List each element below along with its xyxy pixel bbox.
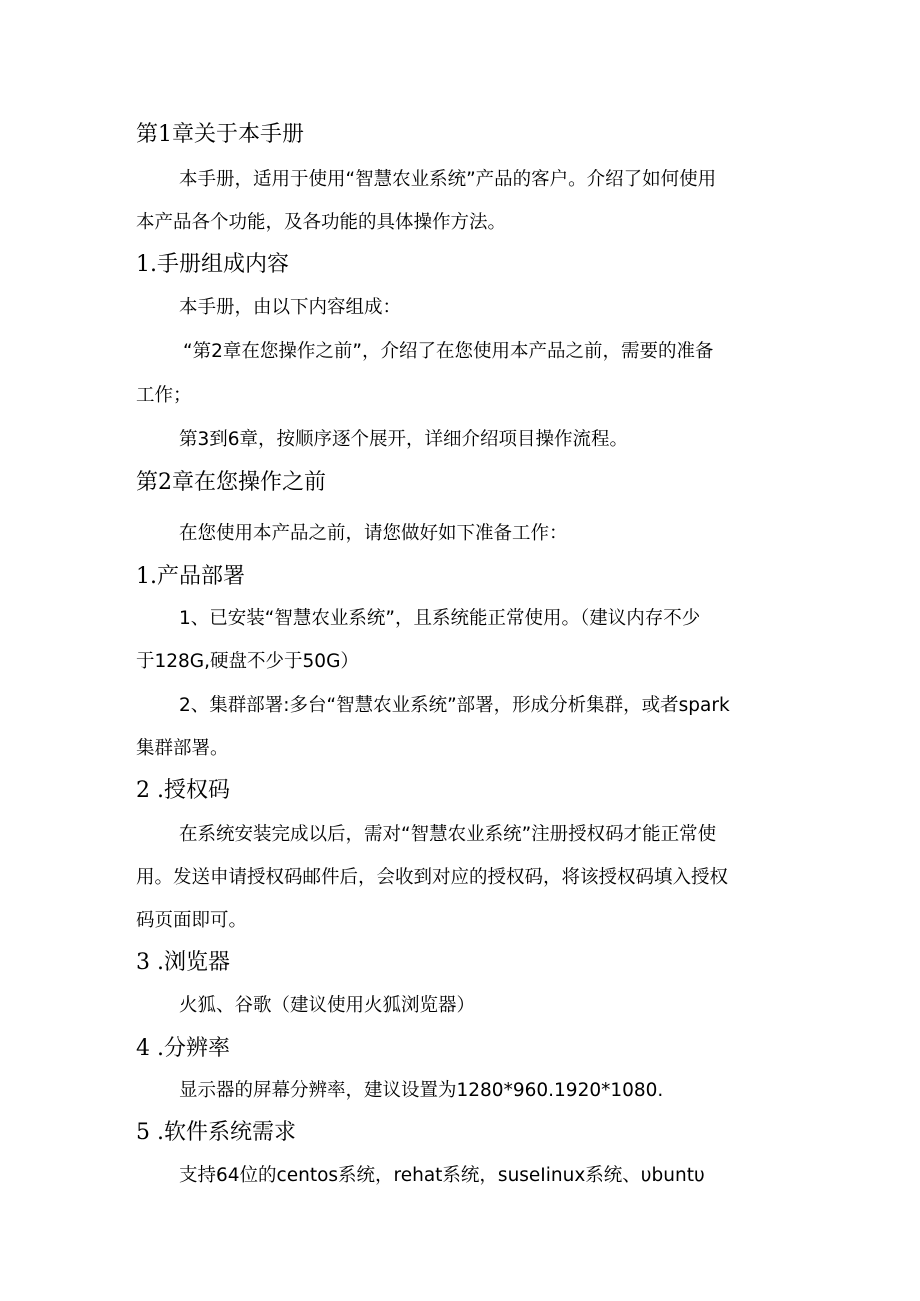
section-license-line1: 在系统安装完成以后，需对“智慧农业系统”注册授权码才能正常使 bbox=[179, 824, 717, 845]
chapter2-title: 第2章在您操作之前 bbox=[136, 470, 326, 495]
chapter2-intro: 在您使用本产品之前，请您做好如下准备工作： bbox=[179, 523, 568, 544]
section-software-line1: 支持64位的centos系统，rehat系统，suseIinux系统、υbuntυ bbox=[179, 1165, 705, 1186]
section-deployment-item2-line1: 2、集群部署:多台“智慧农业系统”部署，形成分析集群，或者spark bbox=[179, 695, 730, 716]
section-license-heading: 2 .授权码 bbox=[136, 778, 230, 803]
chapter1-title: 第1章关于本手册 bbox=[136, 122, 304, 147]
section-license-line2: 用。发送申请授权码邮件后，会收到对应的授权码，将该授权码填入授权 bbox=[136, 867, 729, 888]
section-browser-line1: 火狐、谷歌（建议使用火狐浏览器） bbox=[179, 995, 476, 1016]
section-manual-contents-line4: 第3到6章，按顺序逐个展开，详细介绍项目操作流程。 bbox=[179, 429, 629, 450]
section-browser-heading: 3 .浏览器 bbox=[136, 950, 230, 975]
section-manual-contents-line2: “第2章在您操作之前”，介绍了在您使用本产品之前，需要的准备 bbox=[183, 341, 714, 362]
section-manual-contents-line1: 本手册，由以下内容组成： bbox=[179, 297, 402, 318]
section-manual-contents-line3: 工作； bbox=[136, 385, 192, 406]
section-deployment-item1-line2: 于128G,硬盘不少于50G） bbox=[136, 651, 359, 672]
section-resolution-heading: 4 .分辨率 bbox=[136, 1036, 230, 1061]
section-software-heading: 5 .软件系统需求 bbox=[136, 1120, 296, 1145]
section-manual-contents-heading: 1.手册组成内容 bbox=[136, 252, 289, 277]
chapter1-intro-line2: 本产品各个功能，及各功能的具体操作方法。 bbox=[136, 212, 507, 233]
section-license-line3: 码页面即可。 bbox=[136, 910, 248, 931]
section-resolution-line1: 显示器的屏幕分辨率，建议设置为1280*960.1920*1080. bbox=[179, 1080, 664, 1101]
section-deployment-item2-line2: 集群部署。 bbox=[136, 738, 229, 759]
section-deployment-heading: 1.产品部署 bbox=[136, 564, 245, 589]
section-deployment-item1-line1: 1、已安装“智慧农业系统”，且系统能正常使用。（建议内存不少 bbox=[179, 608, 701, 629]
chapter1-intro-line1: 本手册，适用于使用“智慧农业系统”产品的客户。介绍了如何使用 bbox=[179, 169, 717, 190]
